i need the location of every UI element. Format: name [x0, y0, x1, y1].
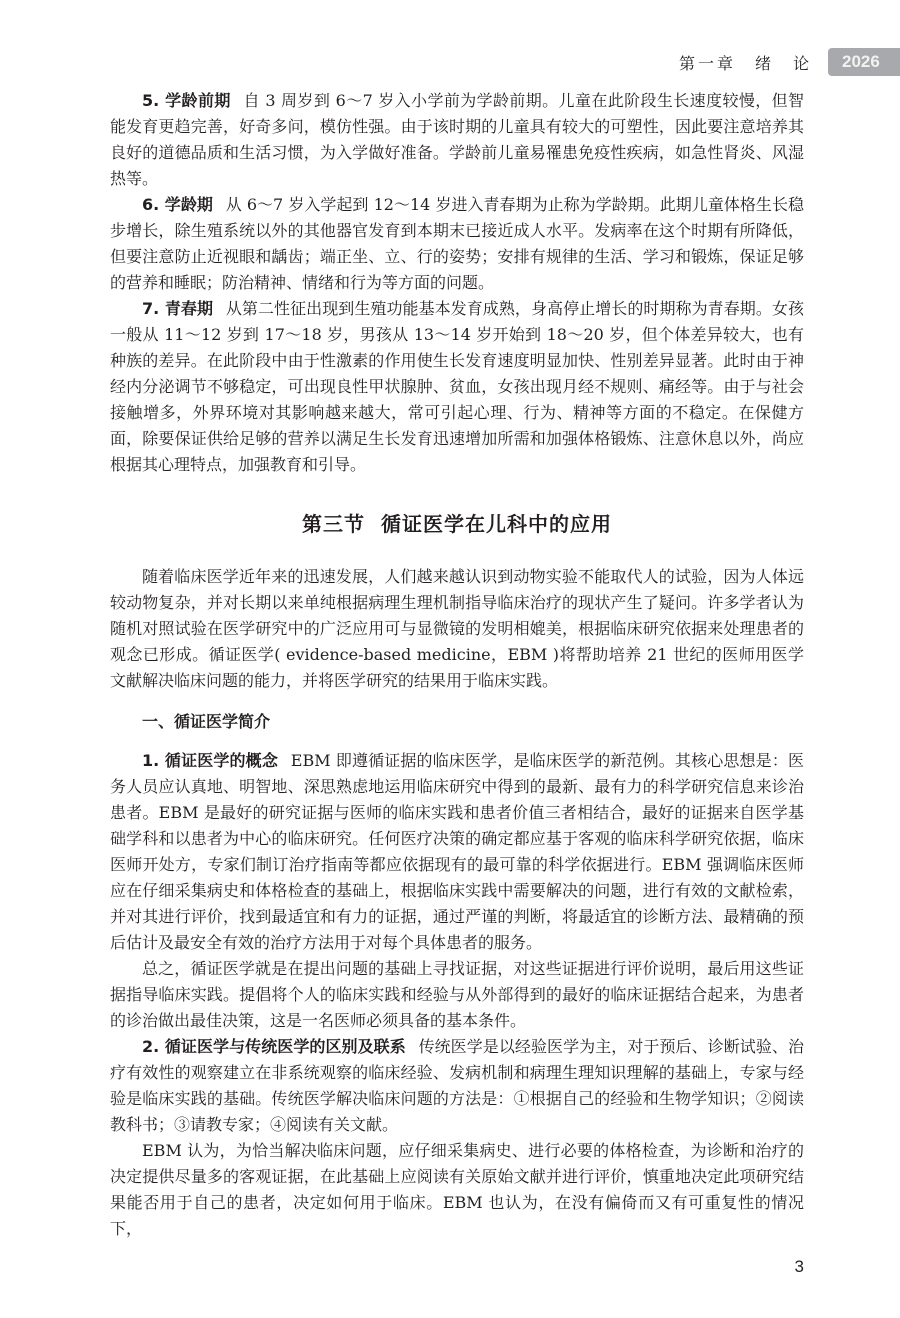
paragraph-intro: 随着临床医学近年来的迅速发展，人们越来越认识到动物实验不能取代人的试验，因为人体远较动物复杂，并对长期以来单纯根据病理生理机制指导临床治疗的现状产生了疑问。许多学者认为随机对照试验在医学研究中的广泛应用可与显微镜的发明相媲美，根据临床研究依据来处理患者的观念已形成。循证医学( evidence-based medicine，EBM )将帮助培养 21 世纪的医师用医学文献解决临床问题的能力，并将医学研究的结果用于临床实践。: [110, 567, 804, 690]
paragraph-adolescence: [110, 296, 804, 478]
paragraph-school-age: [110, 192, 804, 296]
paragraph-text: EBM 即遵循证据的临床医学，是临床医学的新范例。其核心思想是：医务人员应认真地、明智地、深思熟虑地运用临床研究中得到的最新、最有力的科学研究信息来诊治患者。EBM 是最好的研究证据与医师的临床实践和患者价值三者相结合，最好的证据来自医学基础学科和以患者为中心的临床研究。任何医疗决策的确定都应基于客观的临床科学研究依据，临床医师开处方，专家们制订治疗指南等都应依据现有的最可靠的科学依据进行。EBM 强调临床医师应在仔细采集病史和体格检查的基础上，根据临床实践中需要解决的问题，进行有效的文献检索，并对其进行评价，找到最适宜和有力的证据，通过严谨的判断，将最适宜的诊断方法、最精确的预后估计及最安全有效的治疗方法用于对每个具体患者的服务。: [110, 751, 804, 952]
paragraph-preschool: [110, 88, 804, 192]
paragraph-summary: 总之，循证医学就是在提出问题的基础上寻找证据，对这些证据进行评价说明，最后用这些证据指导临床实践。提倡将个人的临床实践和经验与从外部得到的最好的临床证据结合起来，为患者的诊治做出最佳决策，这是一名医师必须具备的基本条件。: [110, 959, 804, 1030]
paragraph-text: 传统医学是以经验医学为主，对于预后、诊断试验、治疗有效性的观察建立在非系统观察的临床经验、发病机制和病理生理知识理解的基础上，专家与经验是临床实践的基础。传统医学解决临床问题的方法是：①根据自己的经验和生物学知识；②阅读教科书；③请教专家；④阅读有关文献。: [110, 1037, 804, 1134]
paragraph-lead: 6. 学龄期: [142, 195, 213, 214]
paragraph-ebm-vs-traditional: [110, 1034, 804, 1138]
paragraph-text: 从第二性征出现到生殖功能基本发育成熟，身高停止增长的时期称为青春期。女孩一般从 11～12 岁到 17～18 岁，男孩从 13～14 岁开始到 18～20 岁，但个体差异较大，也有种族的差异。在此阶段中由于性激素的作用使生长发育速度明显加快、性别差异显著。此时由于神经内分泌调节不够稳定，可出现良性甲状腺肿、贫血，女孩出现月经不规则、痛经等。由于与社会接触增多，外界环境对其影响越来越大，常可引起心理、行为、精神等方面的不稳定。在保健方面，除要保证供给足够的营养以满足生长发育迅速增加所需和加强体格锻炼、注意休息以外，尚应根据其心理特点，加强教育和引导。: [110, 299, 804, 474]
section-heading: [110, 510, 804, 538]
paragraph-lead: 5. 学龄前期: [142, 91, 231, 110]
paragraph-lead: 1. 循证医学的概念: [142, 751, 278, 770]
section-number: 第三节: [302, 512, 365, 536]
page-body: [110, 0, 804, 1278]
paragraph-ebm-view: EBM 认为，为恰当解决临床问题，应仔细采集病史、进行必要的体格检查，为诊断和治疗的决定提供尽量多的客观证据，在此基础上应阅读有关原始文献并进行评价，慎重地决定此项研究结果能否用于自己的患者，决定如何用于临床。EBM 也认为，在没有偏倚而又有可重复性的情况下，: [110, 1141, 804, 1238]
paragraph-text: 从 6～7 岁入学起到 12～14 岁进入青春期为止称为学龄期。此期儿童体格生长稳步增长，除生殖系统以外的其他器官发育到本期末已接近成人水平。发病率在这个时期有所降低，但要注意防止近视眼和龋齿；端正坐、立、行的姿势；安排有规律的生活、学习和锻炼，保证足够的营养和睡眠；防治精神、情绪和行为等方面的问题。: [110, 195, 804, 292]
page-number: 3: [794, 1257, 804, 1276]
year-badge: 2026: [828, 48, 900, 76]
subsection-heading: 一、循证医学简介: [142, 712, 271, 731]
paragraph-text: 自 3 周岁到 6～7 岁入小学前为学龄前期。儿童在此阶段生长速度较慢，但智能发育更趋完善，好奇多问，模仿性强。由于该时期的儿童具有较大的可塑性，因此要注意培养其良好的道德品质和生活习惯，为入学做好准备。学龄前儿童易罹患免疫性疾病，如急性肾炎、风湿热等。: [110, 91, 804, 188]
section-title: 循证医学在儿科中的应用: [381, 512, 612, 536]
paragraph-ebm-concept: [110, 748, 804, 956]
paragraph-lead: 7. 青春期: [142, 299, 214, 318]
paragraph-lead: 2. 循证医学与传统医学的区别及联系: [142, 1037, 406, 1056]
chapter-title: 第一章 绪 论: [678, 53, 812, 73]
